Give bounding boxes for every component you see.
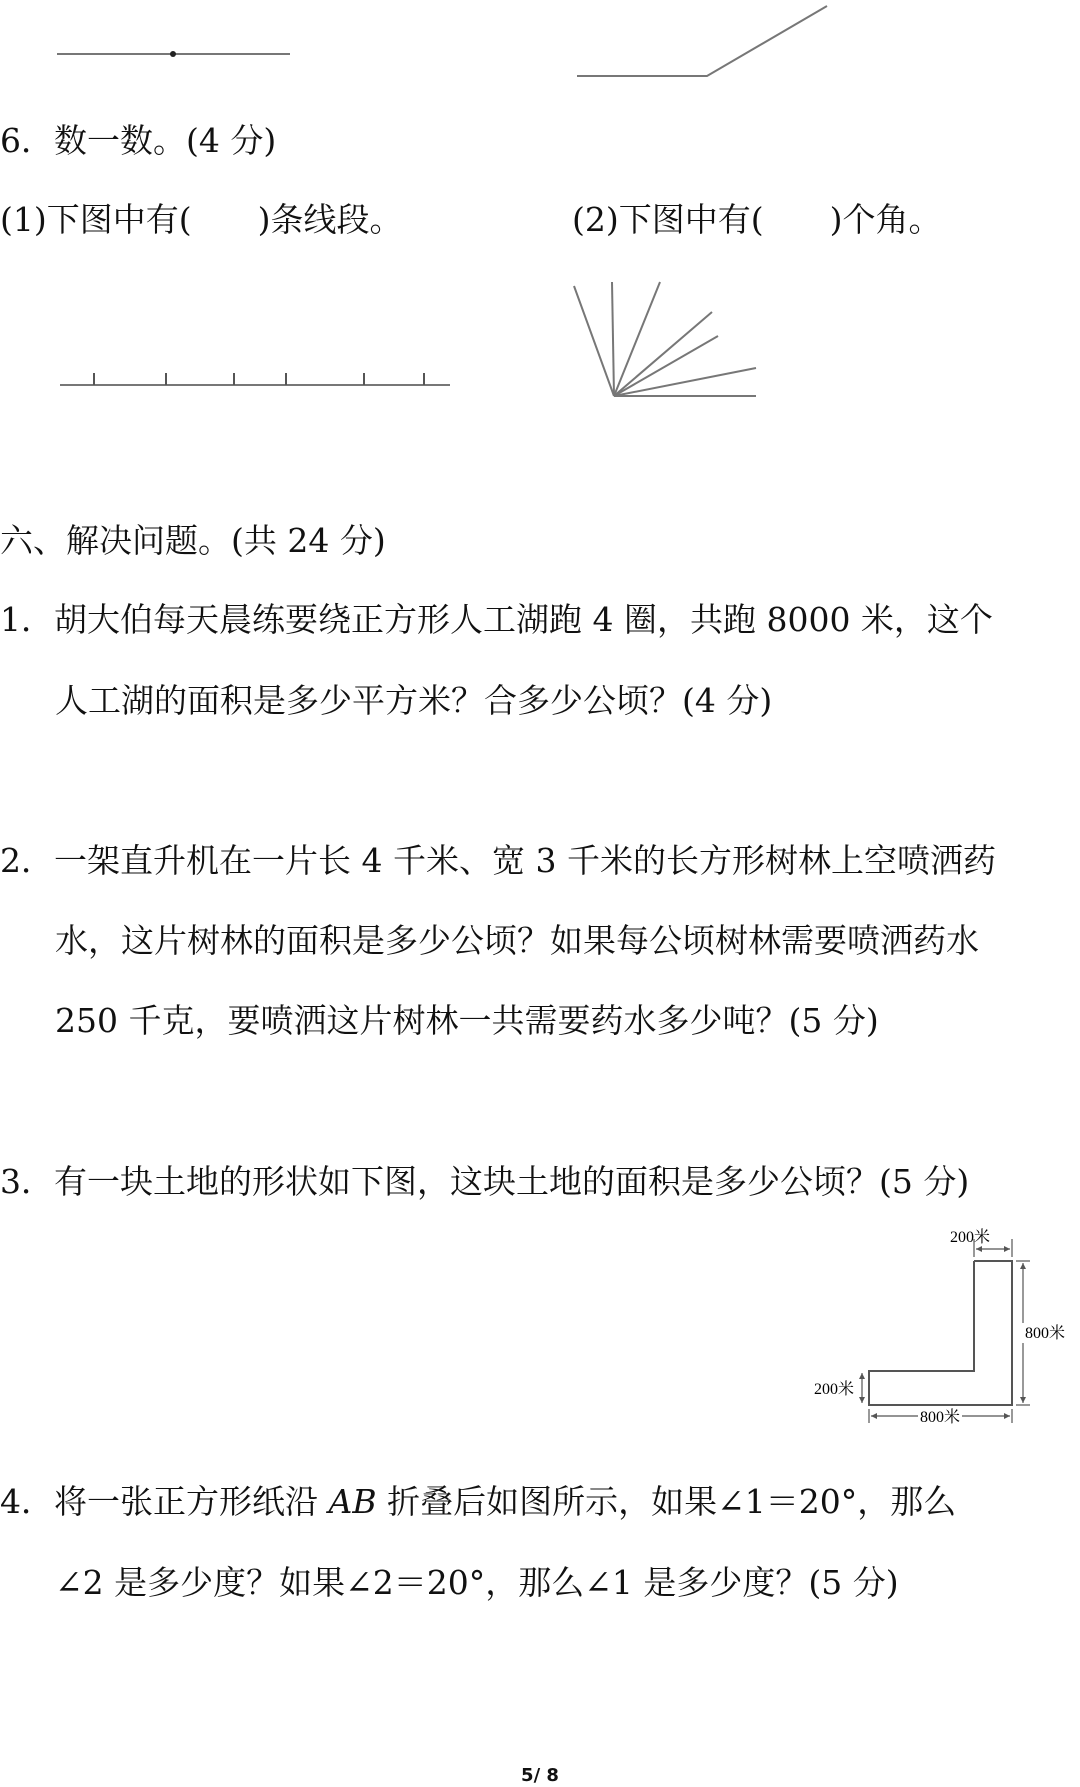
problem1-line2: 人工湖的面积是多少平方米？合多少公顷？(4 分)	[55, 681, 773, 720]
section6-title: 六、解决问题。(共 24 分)	[0, 521, 386, 560]
angle-count-figure	[570, 278, 770, 408]
q6-title: 6．数一数。(4 分)	[0, 121, 277, 160]
top-width-label: 200米	[949, 1229, 991, 1246]
problem3-line1: 3．有一块土地的形状如下图，这块土地的面积是多少公顷？(5 分)	[0, 1162, 970, 1201]
problem4-line1-post: 折叠后如图所示，如果∠1＝20°，那么	[376, 1482, 957, 1521]
left-height-label: 200米	[813, 1381, 855, 1398]
problem4-line2: ∠2 是多少度？如果∠2＝20°，那么∠1 是多少度？(5 分)	[55, 1563, 899, 1602]
land-shape-figure	[790, 1225, 1075, 1445]
problem2-line2: 水，这片树林的面积是多少公顷？如果每公顷树林需要喷洒药水	[55, 921, 979, 960]
problem1-line1: 1．胡大伯每天晨练要绕正方形人工湖跑 4 圈，共跑 8000 米，这个	[0, 600, 993, 639]
q6-sub2-text: (2)下图中有( )个角。	[572, 200, 942, 239]
problem4-line1	[0, 1482, 957, 1521]
problem4-line1-pre: 4．将一张正方形纸沿	[0, 1482, 329, 1521]
q6-sub1-text: (1)下图中有( )条线段。	[0, 200, 403, 239]
problem2-line1: 2．一架直升机在一片长 4 千米、宽 3 千米的长方形树林上空喷洒药	[0, 841, 996, 880]
page-number: 5/ 8	[521, 1765, 559, 1786]
top-right-angle-figure	[575, 0, 835, 85]
bottom-width-label: 800米	[919, 1409, 961, 1426]
top-left-line-figure	[55, 40, 295, 60]
problem2-line3: 250 千克，要喷洒这片树林一共需要药水多少吨？(5 分)	[55, 1001, 879, 1040]
problem4-ab-label: AB	[328, 1482, 377, 1521]
segment-count-figure	[58, 365, 458, 395]
right-height-label: 800米	[1024, 1325, 1066, 1342]
